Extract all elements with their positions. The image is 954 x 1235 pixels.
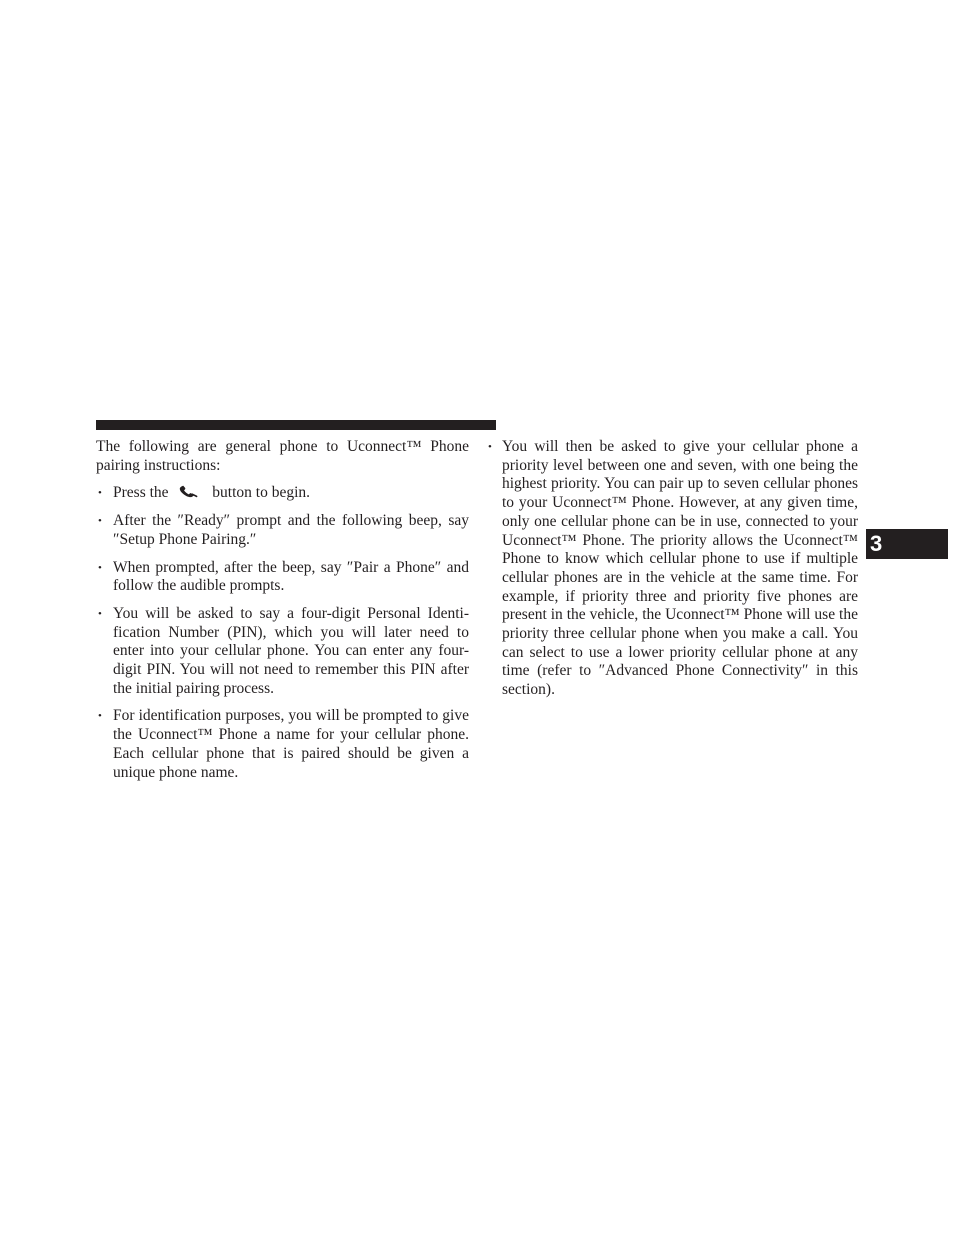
ready-text: After the ″Ready″ prompt and the following beep, say ″Setup Phone Pairing.″ bbox=[113, 512, 469, 548]
left-bullet-list bbox=[96, 484, 469, 782]
bullet-pin bbox=[96, 605, 469, 699]
bullet-pair-a-phone bbox=[96, 559, 469, 596]
phone-icon bbox=[178, 485, 200, 499]
bullet-priority bbox=[486, 438, 858, 700]
section-tab bbox=[866, 529, 948, 559]
intro-paragraph: The following are general phone to Uconnect™ Phone pairing instructions: bbox=[96, 438, 469, 474]
press-text-before: Press the bbox=[113, 484, 169, 502]
bullet-ready-prompt bbox=[96, 512, 469, 549]
pin-text: You will be asked to say a four-digit Personal Identification Number (PIN), which you will later need to enter into your cellular phone. You can enter any four-digit PIN. You will not need to remember this PIN after the initial pairing process. bbox=[113, 604, 469, 697]
bullet-identification bbox=[96, 707, 469, 782]
section-number: 3 bbox=[870, 531, 883, 556]
section-header-bar bbox=[96, 420, 496, 430]
bullet-dot: • bbox=[98, 487, 102, 500]
bullet-dot: • bbox=[488, 441, 492, 453]
prompted-text: When prompted, after the beep, say ″Pair a Phone″ and follow the audible prompts. bbox=[113, 558, 469, 595]
priority-text: You will then be asked to give your cellular phone a priority level between one and seven, with one being the highest priority. You can pair up to seven cellular phones to your Uconnect™ Phone. However, at any given time, only one cellular phone can be in use, connected to your Uconnect™ Phone. The priority allows the Uconnect™ Phone to know which cellular phone to use if multiple cellular phones are in the vehicle at the same time. For example, if priority three and priority five phones are present in the vehicle, the Uconnect™ Phone will use the priority three cellular phone when you make a call. You can select to use a lower priority cellular phone at any time (refer to ″Advanced Phone Connectivity″ in this section). bbox=[502, 438, 858, 699]
bullet-dot: • bbox=[98, 515, 102, 528]
bullet-dot: • bbox=[98, 561, 102, 574]
left-column bbox=[96, 438, 469, 791]
bullet-dot: • bbox=[98, 607, 102, 620]
right-column bbox=[486, 438, 858, 709]
bullet-press-phone-button bbox=[96, 484, 469, 503]
identification-text: For identification purposes, you will be prompted to give the Uconnect™ Phone a name for your cellular phone. Each cellular phone that is paired should be given a unique phone name. bbox=[113, 707, 469, 781]
press-text-after: button to begin. bbox=[212, 484, 311, 502]
right-bullet-list bbox=[486, 438, 858, 700]
bullet-dot: • bbox=[98, 710, 102, 723]
